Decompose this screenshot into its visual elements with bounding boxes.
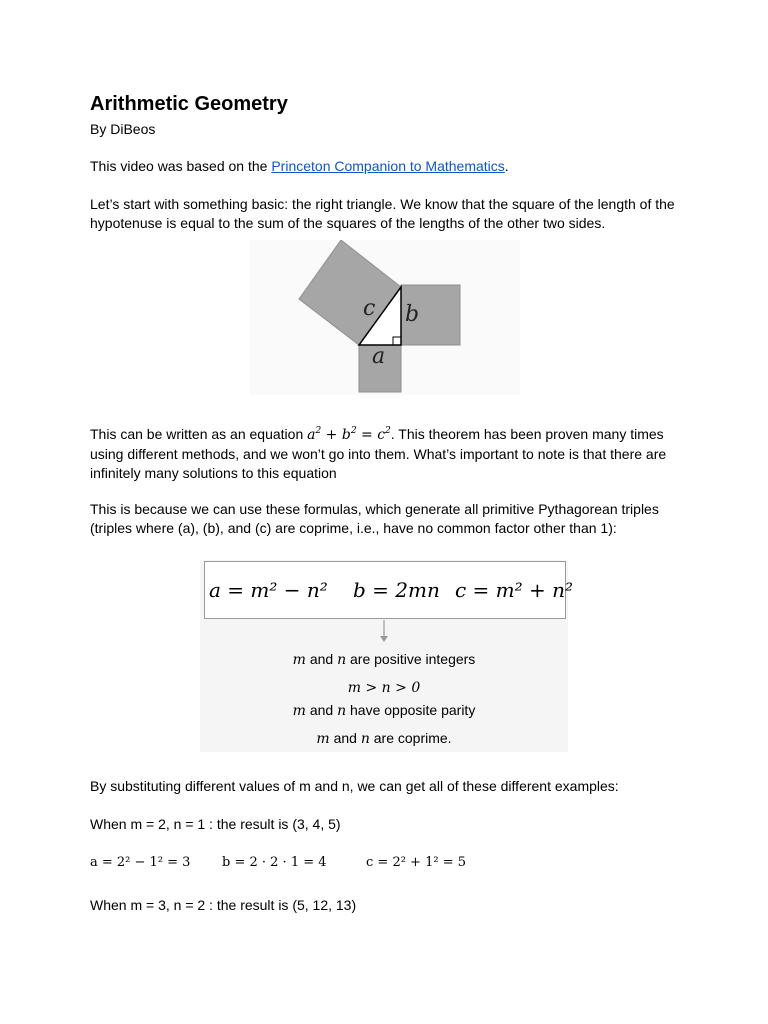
equation-paragraph <box>90 425 690 483</box>
condition-coprime: m and n are coprime. <box>316 730 452 747</box>
example1-eq-a: a = 2² − 1² = 3 <box>90 855 191 870</box>
label-b: b <box>405 302 420 327</box>
condition-positive: m and n are positive integers <box>292 651 476 668</box>
intro-suffix: . <box>504 158 509 174</box>
equation-prefix: This can be written as an equation <box>90 426 308 442</box>
princeton-companion-link[interactable]: Princeton Companion to Mathematics <box>271 158 505 174</box>
formulas-paragraph: This is because we can use these formulas, which generate all primitive Pythagorean triples (triples where (a), (b), and (c) are coprime, i.e., have no common factor other than 1): <box>90 501 659 536</box>
formula-figure <box>200 560 574 752</box>
doc-byline: By DiBeos <box>90 121 156 137</box>
pythagorean-figure <box>250 240 520 395</box>
intro-paragraph <box>90 157 690 176</box>
condition-parity: m and n have opposite parity <box>292 702 476 719</box>
formula-c: c = m² + n² <box>455 578 574 602</box>
example1-eq-b: b = 2 · 2 · 1 = 4 <box>222 855 327 870</box>
condition-order: m > n > 0 <box>347 680 421 696</box>
substituting-paragraph: By substituting different values of m and n, we can get all of these different examples: <box>90 778 619 794</box>
pythagorean-equation: $a^2 + b^2 = c^2$ <box>307 426 391 443</box>
doc-title: Arithmetic Geometry <box>90 93 288 115</box>
equation-suffix: . This theorem has been proven many times using different methods, and we won’t go into them. What’s important to note is that there are infinitely many solutions to this equation <box>90 426 667 481</box>
example1-heading: When m = 2, n = 1 : the result is (3, 4, 5) <box>90 816 341 832</box>
triangle-paragraph: Let’s start with something basic: the right triangle. We know that the square of the length of the hypotenuse is equal to the sum of the squares of the lengths of the other two sides. <box>90 196 675 231</box>
example1-eq-c: c = 2² + 1² = 5 <box>366 855 466 870</box>
formula-a: a = m² − n² <box>209 578 328 602</box>
formula-b: b = 2mn <box>353 578 440 602</box>
pythagorean-diagram <box>250 240 520 395</box>
label-c: c <box>363 296 376 321</box>
intro-prefix: This video was based on the <box>90 158 272 174</box>
label-a: a <box>372 344 386 369</box>
example2-heading: When m = 3, n = 2 : the result is (5, 12, 13) <box>90 897 357 913</box>
